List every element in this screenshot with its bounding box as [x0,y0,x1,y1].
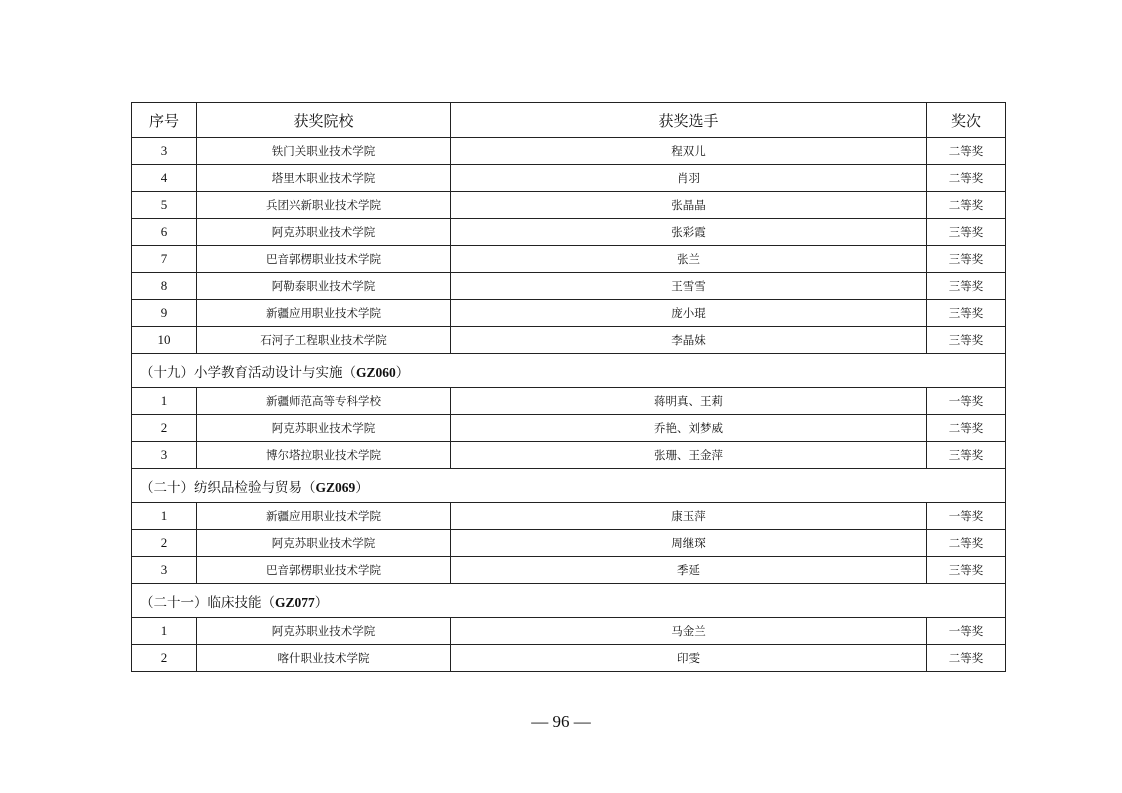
section-title-close: ） [395,364,410,381]
section-code: GZ060 [356,364,396,380]
cell-school: 巴音郭楞职业技术学院 [197,246,451,273]
cell-school: 新疆应用职业技术学院 [197,300,451,327]
page-number: — 96 — [531,712,591,731]
cell-award: 一等奖 [927,388,1006,415]
cell-school: 塔里木职业技术学院 [197,165,451,192]
cell-index: 2 [132,415,197,442]
cell-index: 4 [132,165,197,192]
table-row [132,246,1006,273]
table-row [132,388,1006,415]
cell-award: 三等奖 [927,300,1006,327]
table-row [132,442,1006,469]
cell-award: 三等奖 [927,246,1006,273]
section-heading [132,354,1006,388]
cell-winner: 王雪雪 [451,273,927,300]
cell-school: 新疆师范高等专科学校 [197,388,451,415]
cell-award: 三等奖 [927,327,1006,354]
cell-award: 一等奖 [927,503,1006,530]
cell-school: 喀什职业技术学院 [197,645,451,672]
cell-school: 阿勒泰职业技术学院 [197,273,451,300]
cell-index: 2 [132,530,197,557]
cell-winner: 张彩霞 [451,219,927,246]
table-row [132,618,1006,645]
cell-index: 5 [132,192,197,219]
table-body [132,138,1006,672]
cell-award: 二等奖 [927,645,1006,672]
cell-award: 三等奖 [927,273,1006,300]
section-title: （十九）小学教育活动设计与实施（ [140,364,356,381]
table-row [132,165,1006,192]
cell-index: 6 [132,219,197,246]
cell-index: 8 [132,273,197,300]
table-header-row [132,103,1006,138]
section-heading-row [132,584,1006,618]
cell-index: 3 [132,557,197,584]
table-row [132,503,1006,530]
cell-winner: 印雯 [451,645,927,672]
cell-index: 2 [132,645,197,672]
table-row [132,192,1006,219]
cell-winner: 程双儿 [451,138,927,165]
cell-winner: 乔艳、刘梦威 [451,415,927,442]
section-heading [132,469,1006,503]
cell-index: 3 [132,442,197,469]
cell-winner: 季延 [451,557,927,584]
cell-school: 阿克苏职业技术学院 [197,530,451,557]
cell-award: 三等奖 [927,442,1006,469]
cell-school: 兵团兴新职业技术学院 [197,192,451,219]
header-winner: 获奖选手 [451,103,927,138]
table-row [132,273,1006,300]
section-heading-row [132,469,1006,503]
cell-winner: 庞小琨 [451,300,927,327]
cell-index: 10 [132,327,197,354]
table-row [132,300,1006,327]
cell-award: 二等奖 [927,530,1006,557]
section-title: （二十一）临床技能（ [140,594,275,611]
table-row [132,327,1006,354]
awards-table [131,102,1006,672]
header-index: 序号 [132,103,197,138]
header-school: 获奖院校 [197,103,451,138]
header-award: 奖次 [927,103,1006,138]
table-row [132,557,1006,584]
cell-index: 7 [132,246,197,273]
cell-school: 石河子工程职业技术学院 [197,327,451,354]
cell-award: 三等奖 [927,219,1006,246]
cell-award: 二等奖 [927,138,1006,165]
cell-winner: 康玉萍 [451,503,927,530]
cell-winner: 周继琛 [451,530,927,557]
cell-award: 二等奖 [927,192,1006,219]
cell-winner: 张珊、王金萍 [451,442,927,469]
cell-index: 1 [132,618,197,645]
cell-winner: 马金兰 [451,618,927,645]
cell-award: 一等奖 [927,618,1006,645]
cell-winner: 李晶妹 [451,327,927,354]
section-code: GZ069 [315,479,356,495]
cell-school: 巴音郭楞职业技术学院 [197,557,451,584]
section-code: GZ077 [275,594,315,610]
cell-index: 9 [132,300,197,327]
cell-school: 铁门关职业技术学院 [197,138,451,165]
cell-school: 博尔塔拉职业技术学院 [197,442,451,469]
cell-winner: 张兰 [451,246,927,273]
cell-winner: 肖羽 [451,165,927,192]
section-title: （二十）纺织品检验与贸易（ [140,479,316,496]
section-title-close: ） [355,479,369,496]
table-row [132,415,1006,442]
cell-school: 阿克苏职业技术学院 [197,219,451,246]
section-heading [132,584,1006,618]
section-title-close: ） [314,594,329,611]
table-row [132,219,1006,246]
cell-award: 二等奖 [927,165,1006,192]
cell-winner: 张晶晶 [451,192,927,219]
cell-index: 1 [132,503,197,530]
cell-award: 二等奖 [927,415,1006,442]
cell-school: 阿克苏职业技术学院 [197,618,451,645]
cell-index: 3 [132,138,197,165]
table-row [132,645,1006,672]
table-row [132,530,1006,557]
cell-award: 三等奖 [927,557,1006,584]
cell-school: 新疆应用职业技术学院 [197,503,451,530]
table-row [132,138,1006,165]
section-heading-row [132,354,1006,388]
cell-index: 1 [132,388,197,415]
cell-winner: 蒋明真、王莉 [451,388,927,415]
cell-school: 阿克苏职业技术学院 [197,415,451,442]
